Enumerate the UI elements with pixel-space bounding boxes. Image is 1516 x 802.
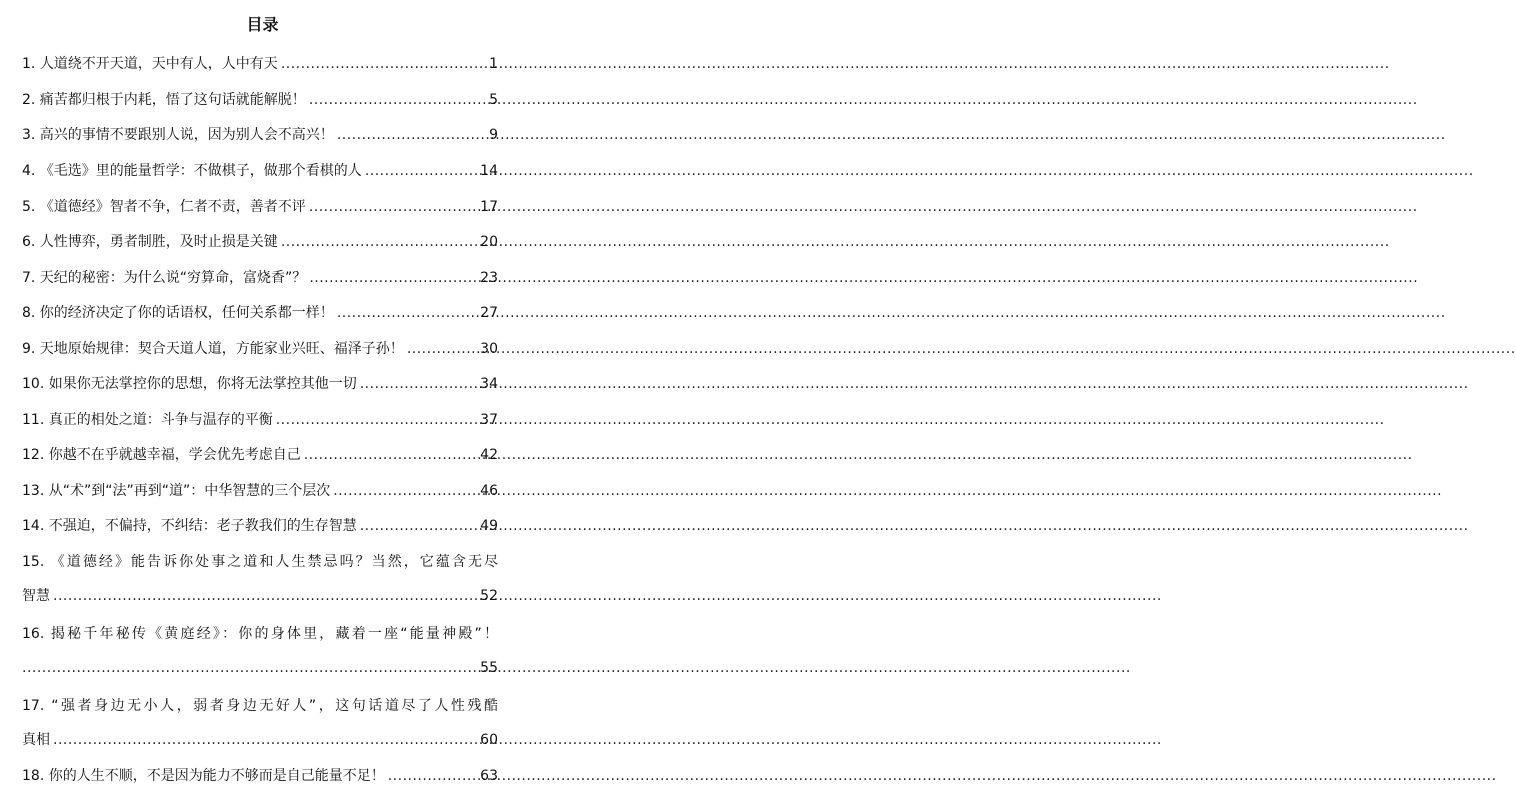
dot-leader: [388, 766, 477, 786]
dot-leader: [337, 303, 477, 323]
toc-entry-14[interactable]: [22, 516, 498, 536]
toc-entry-text: 3. 高兴的事情不要跟别人说，因为别人会不高兴！: [22, 127, 334, 143]
toc-entry-page: 46: [480, 483, 498, 499]
toc-entry-page: 23: [480, 270, 498, 286]
toc-entry-page: 37: [480, 412, 498, 428]
toc-entry-6[interactable]: [22, 232, 498, 252]
toc-entry-page: 30: [480, 341, 498, 357]
toc-entry-page: 5: [489, 92, 498, 108]
dot-leader: [281, 232, 477, 252]
toc-entry-page: 34: [480, 376, 498, 392]
toc-entry-page: 49: [480, 518, 498, 534]
toc-entry-page: 55: [480, 660, 498, 676]
dot-leader: [309, 197, 477, 217]
toc-entry-text: 9. 天地原始规律：契合天道人道，方能家业兴旺、福泽子孙！: [22, 341, 404, 357]
dot-leader: [22, 658, 477, 678]
toc-entry-3[interactable]: [22, 125, 498, 145]
toc-entry-text: 真相: [22, 732, 50, 748]
toc-entry-page: 60: [480, 732, 498, 748]
toc-entry-page: 27: [480, 305, 498, 321]
toc-entry-text: 14. 不强迫，不偏持，不纠结：老子教我们的生存智慧: [22, 518, 357, 534]
toc-entry-text: 7. 天纪的秘密：为什么说“穷算命，富烧香”？: [22, 270, 307, 286]
toc-entry-1[interactable]: [22, 54, 498, 74]
toc-entry-text: 12. 你越不在乎就越幸福，学会优先考虑自己: [22, 447, 301, 463]
toc-entry-text: 11. 真正的相处之道：斗争与温存的平衡: [22, 412, 273, 428]
toc-entry-text: 10. 如果你无法掌控你的思想，你将无法掌控其他一切: [22, 376, 357, 392]
toc-entry-2[interactable]: [22, 90, 498, 110]
toc-entry-text-line1: 17. “强者身边无小人，弱者身边无好人”，这句话道尽了人性残酷: [22, 698, 498, 714]
toc-entry-text: 4. 《毛选》里的能量哲学：不做棋子，做那个看棋的人: [22, 163, 362, 179]
toc-entry-10[interactable]: [22, 374, 498, 394]
toc-entry-text-line1: 16. 揭秘千年秘传《黄庭经》：你的身体里，藏着一座“能量神殿”！: [22, 626, 498, 642]
dot-leader: [309, 90, 486, 110]
dot-leader: [53, 586, 477, 606]
dot-leader: [276, 410, 477, 430]
toc-entry-text: 2. 痛苦都归根于内耗，悟了这句话就能解脱！: [22, 92, 306, 108]
toc-entry-page: 63: [480, 768, 498, 784]
toc-entry-text: 5. 《道德经》智者不争，仁者不责，善者不评: [22, 199, 306, 215]
toc-entry-page: 9: [489, 127, 498, 143]
dot-leader: [407, 339, 477, 359]
toc-entry-text: 13. 从“术”到“法”再到“道”：中华智慧的三个层次: [22, 483, 331, 499]
toc-entry-13[interactable]: [22, 481, 498, 501]
toc-entry-4[interactable]: [22, 161, 498, 181]
toc-page: [0, 0, 525, 802]
toc-entry-text-line1: 15. 《道德经》能告诉你处事之道和人生禁忌吗？当然，它蕴含无尽: [22, 554, 498, 570]
toc-entry-page: 1: [489, 56, 498, 72]
toc-entry-11[interactable]: [22, 410, 498, 430]
toc-entry-16[interactable]: [22, 624, 498, 678]
toc-entry-text: 智慧: [22, 588, 50, 604]
toc-entry-17[interactable]: [22, 696, 498, 750]
toc-entry-page: 52: [480, 588, 498, 604]
toc-entry-page: 14: [480, 163, 498, 179]
toc-entry-8[interactable]: [22, 303, 498, 323]
toc-entry-text: 6. 人性博弈，勇者制胜，及时止损是关键: [22, 234, 278, 250]
dot-leader: [304, 445, 477, 465]
toc-entry-7[interactable]: [22, 268, 498, 288]
dot-leader: [309, 268, 477, 288]
toc-entry-12[interactable]: [22, 445, 498, 465]
toc-entry-18[interactable]: [22, 766, 498, 786]
dot-leader: [333, 481, 477, 501]
toc-entry-15[interactable]: [22, 552, 498, 606]
toc-entry-page: 42: [480, 447, 498, 463]
toc-entry-text: 8. 你的经济决定了你的话语权，任何关系都一样！: [22, 305, 334, 321]
toc-entry-9[interactable]: [22, 339, 498, 359]
dot-leader: [53, 730, 477, 750]
toc-entry-5[interactable]: [22, 197, 498, 217]
toc-entry-text: 1. 人道绕不开天道，天中有人，人中有天: [22, 56, 278, 72]
dot-leader: [360, 374, 477, 394]
toc-entry-page: 17: [480, 199, 498, 215]
dot-leader: [365, 161, 477, 181]
toc-entry-page: 20: [480, 234, 498, 250]
dot-leader: [360, 516, 477, 536]
toc-entry-text: 18. 你的人生不顺，不是因为能力不够而是自己能量不足！: [22, 768, 385, 784]
toc-title: 目录: [246, 15, 279, 34]
dot-leader: [281, 54, 486, 74]
dot-leader: [337, 125, 486, 145]
